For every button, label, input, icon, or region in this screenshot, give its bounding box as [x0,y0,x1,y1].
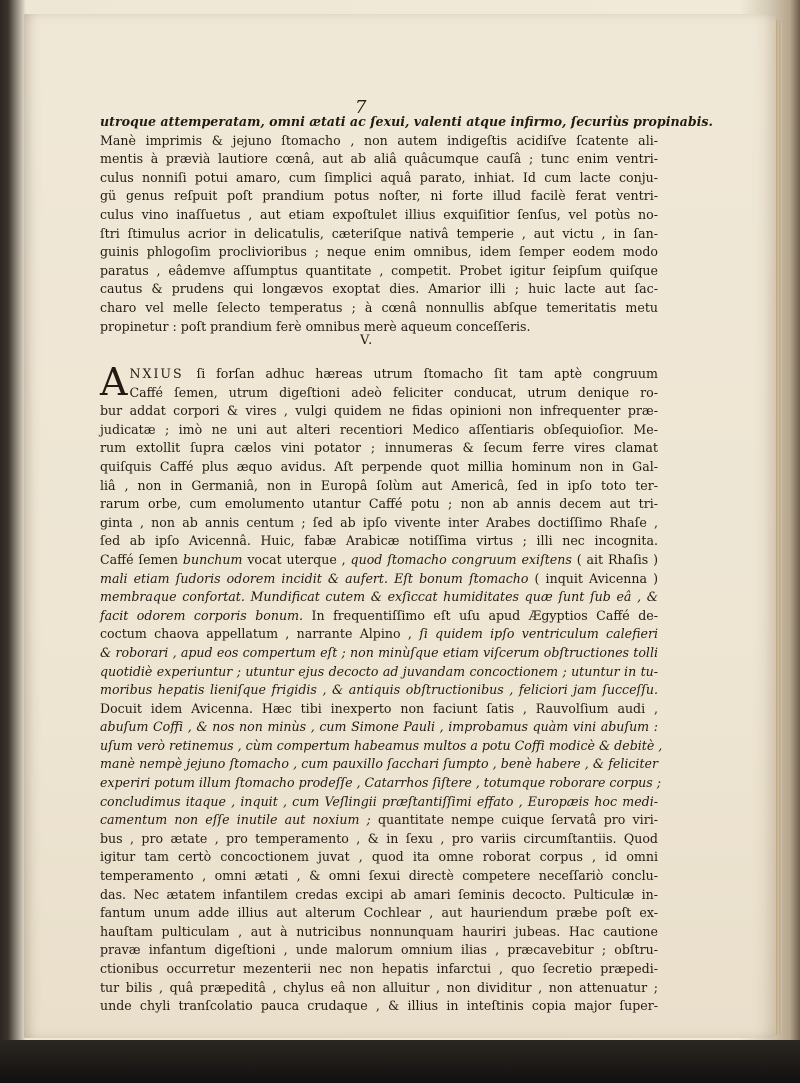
text-segment: vocat uterque , [242,551,351,567]
text-segment: Caffé ſemen, utrum digeſtioni adeò feliciter conducat, utrum denique ro- [129,384,658,400]
text-line [100,402,658,421]
text-segment: hauſtam pulticulam , aut à nutricibus nonnunquam hauriri jubeas. Hac cautione [100,923,658,939]
text-segment: ginta , non ab annis centum ; ſed ab ipſo vivente inter Arabes doctiſſimo Rhaſe , [100,514,658,530]
text-line: gü genus reſpuit poſt prandium potus noſter, ni forte illud facilè ferat ventri- [100,188,658,204]
text-line [100,997,658,1016]
text-segment: unde chyli tranſcolatio pauca crudaque , & illius in inteſtinis copia major ſuper- [100,998,658,1014]
text-line [100,607,658,626]
text-segment: fantum unum adde illius aut alterum Cochlear , aut hauriendum præbe poſt ex- [100,905,658,921]
text-segment: coctum chaova appellatum , narrante Alpino , [100,626,420,642]
text-segment: experiri potum illum ſtomacho prodeſſe , Catarrhos ſiſtere , totumque roborare corpus ; [100,775,661,791]
text-line [100,830,658,849]
text-line [100,532,658,551]
text-line: culus vino inaſſuetus , aut etiam expoſtulet illius exquiſitior ſenſus, vel potùs no- [100,206,658,222]
text-segment: igitur tam certò concoctionem juvat , quod ita omne roborat corpus , id omni [100,849,658,865]
text-line: Manè imprimis & jejuno ſtomacho , non autem indigeſtis acidiſve ſcatente ali- [100,132,658,148]
text-line [100,811,658,830]
text-line: charo vel melle ſelecto temperatus ; à cœnâ nonnullis abſque temeritatis metu [100,299,658,315]
text-segment: NXIUS [129,366,197,381]
text-segment: membraque confortat. Mundificat cutem & exſiccat humiditates quæ ſunt ſub eâ , & [100,589,658,605]
text-line [100,718,658,737]
text-segment: ( ait Rhaſis ) [571,551,659,567]
text-line [100,514,658,533]
text-segment: ctionibus occurretur mezenterii nec non hepatis infarctui , quo ſecretio præpedi- [100,961,658,976]
main-paragraph [100,360,663,1016]
text-line: mentis à prævià lautiore cœnâ, aut ab aliâ quâcumque cauſâ ; tunc enim ventri- [100,151,658,167]
text-line [100,737,663,756]
text-line [100,588,658,607]
text-line [100,495,658,514]
text-line [100,793,658,812]
text-segment: & roborari , apud eos compertum eſt ; non minùſque etiam viſcerum obſtructiones tolli [100,644,658,660]
text-line [100,663,658,682]
text-segment: liâ , non in Germaniâ, non in Europâ ſolùm aut Americâ, ſed in ipſo toto ter- [100,477,658,493]
text-line [100,681,658,700]
text-line: cautus & prudens qui longævos exoptat dies. Amarior illi ; huic lacte aut ſac- [100,281,658,297]
text-segment: temperamento , omni ætati , & omni ſexui directè competere neceſſariò conclu- [100,868,658,884]
text-line [100,979,658,998]
text-segment: uſum verò retinemus , cùm compertum habeamus multos a potu Coffi modicè & debitè , [100,737,663,753]
section-heading: V. [360,333,374,348]
text-segment: manè nempè jejuno ſtomacho , cum pauxillo ſacchari ſumpto , benè habere , & feliciter [100,756,658,772]
text-line [100,904,658,923]
text-line: utroque attemperatam, omni ætati ac ſexui, valenti atque infirmo, ſecuriùs propinabis. [100,114,713,129]
drop-cap: A [100,360,128,404]
text-line [100,570,658,589]
text-segment: mali etiam ſudoris odorem incidit & aufert. Eſt bonum ſtomacho [100,570,529,586]
text-segment: bus , pro ætate , pro temperamento , & in ſexu , pro variis circumſtantiis. Quod [100,830,658,846]
text-line [100,384,658,403]
page-number: 7 [355,97,367,118]
text-line [100,421,658,440]
top-paragraph [100,113,713,336]
text-line [100,923,658,942]
text-line [100,867,658,886]
text-line [100,439,658,458]
text-segment: tur bilis , quâ præpeditâ , chylus eâ non alluitur , non dividitur , non attenuatur ; [100,979,658,995]
text-segment: facit odorem corporis bonum. [100,607,304,623]
text-segment: quantitate nempe cuique ſervatâ pro viri- [370,812,658,828]
text-line [100,477,658,496]
text-segment: ſed ab ipſo Avicennâ. Huic, fabæ Arabicæ notiſſima virtus ; illi nec incognita. [100,533,658,549]
text-segment: rarum orbe, cum emolumento utantur Caffé potu ; non ab annis decem aut tri- [100,496,658,512]
text-segment: quiſquis Caffé plus æquo avidus. Aſt perpende quot millia hominum non in Gal- [100,458,658,474]
text-segment: concludimus itaque , inquit , cum Veſlingii præſtantiſſimi effato , Europæis hoc medi- [100,793,658,809]
text-segment: Docuit idem Avicenna. Hæc tibi inexperto non faciunt ſatis , Rauvolſium audi , [100,700,658,716]
text-segment: In frequentiſſimo eſt uſu apud Ægyptios Caffé de- [303,607,658,623]
text-line [100,551,658,570]
text-segment: bunchum [182,551,243,567]
text-segment: abuſum Coffi , & nos non minùs , cum Simone Pauli , improbamus quàm vini abuſum : [100,719,658,735]
text-segment: ſi forſan adhuc hæreas utrum ſtomacho ſit tam aptè congruum [196,366,658,381]
text-segment: ( inquit Avicenna ) [528,570,659,586]
text-segment: bur addat corpori & vires , vulgi quidem ne fidas opinioni non infrequenter præ- [100,403,658,419]
text-segment: moribus hepatis lieniſque frigidis , & antiquis obſtructionibus , feliciori jam ſucceſſu. [100,682,658,698]
text-line: propinetur : poſt prandium ferè omnibus merè aqueum conceſſeris. [100,318,531,334]
text-line [100,848,658,867]
text-segment: quotidiè experiuntur ; utuntur ejus decocto ad juvandam concoctionem ; utuntur in tu- [100,663,658,679]
text-line: culus nonniſi potui amaro, cum ſimplici aquâ parato, inhiat. Id cum lacte conju- [100,169,658,185]
text-line [100,774,661,793]
text-segment: ſi quidem ipſo ventriculum calefieri [419,626,659,642]
text-line [100,886,658,905]
text-segment: quod ſtomacho congruum exiſtens [350,551,572,567]
text-line [100,755,658,774]
text-line: paratus , eâdemve aſſumptus quantitate , competit. Probet igitur ſeipſum quiſque [100,262,658,278]
text-line [100,644,658,663]
text-line [100,941,658,960]
text-segment: camentum non eſſe inutile aut noxium ; [100,812,371,828]
text-segment: das. Nec ætatem infantilem credas excipi ab amari ſeminis decocto. Pulticulæ in- [100,886,658,902]
text-line [100,458,658,477]
text-segment: Caffé ſemen [100,551,183,567]
text-line [100,625,658,644]
text-segment: pravæ infantum digeſtioni , unde malorum omnium ilias , præcavebitur ; obſtru- [100,942,658,958]
text-line: ſtri ſtimulus acrior in delicatulis, cæteriſque nativâ temperie , aut victu , in ſan- [100,225,658,241]
text-segment: judicatæ ; imò ne uni aut alteri recentiori Medico aſſentiaris obſequioſior. Me- [100,421,658,437]
text-line: guinis phlogoſim proclivioribus ; neque enim omnibus, idem ſemper eodem modo [100,244,658,260]
text-line [100,365,658,384]
text-line [100,960,658,979]
text-line [100,700,658,719]
text-segment: rum extollit ſupra cælos vini potator ; innumeras & ſecum ferre vires clamat [100,440,658,456]
scanner-bed [0,1040,800,1083]
